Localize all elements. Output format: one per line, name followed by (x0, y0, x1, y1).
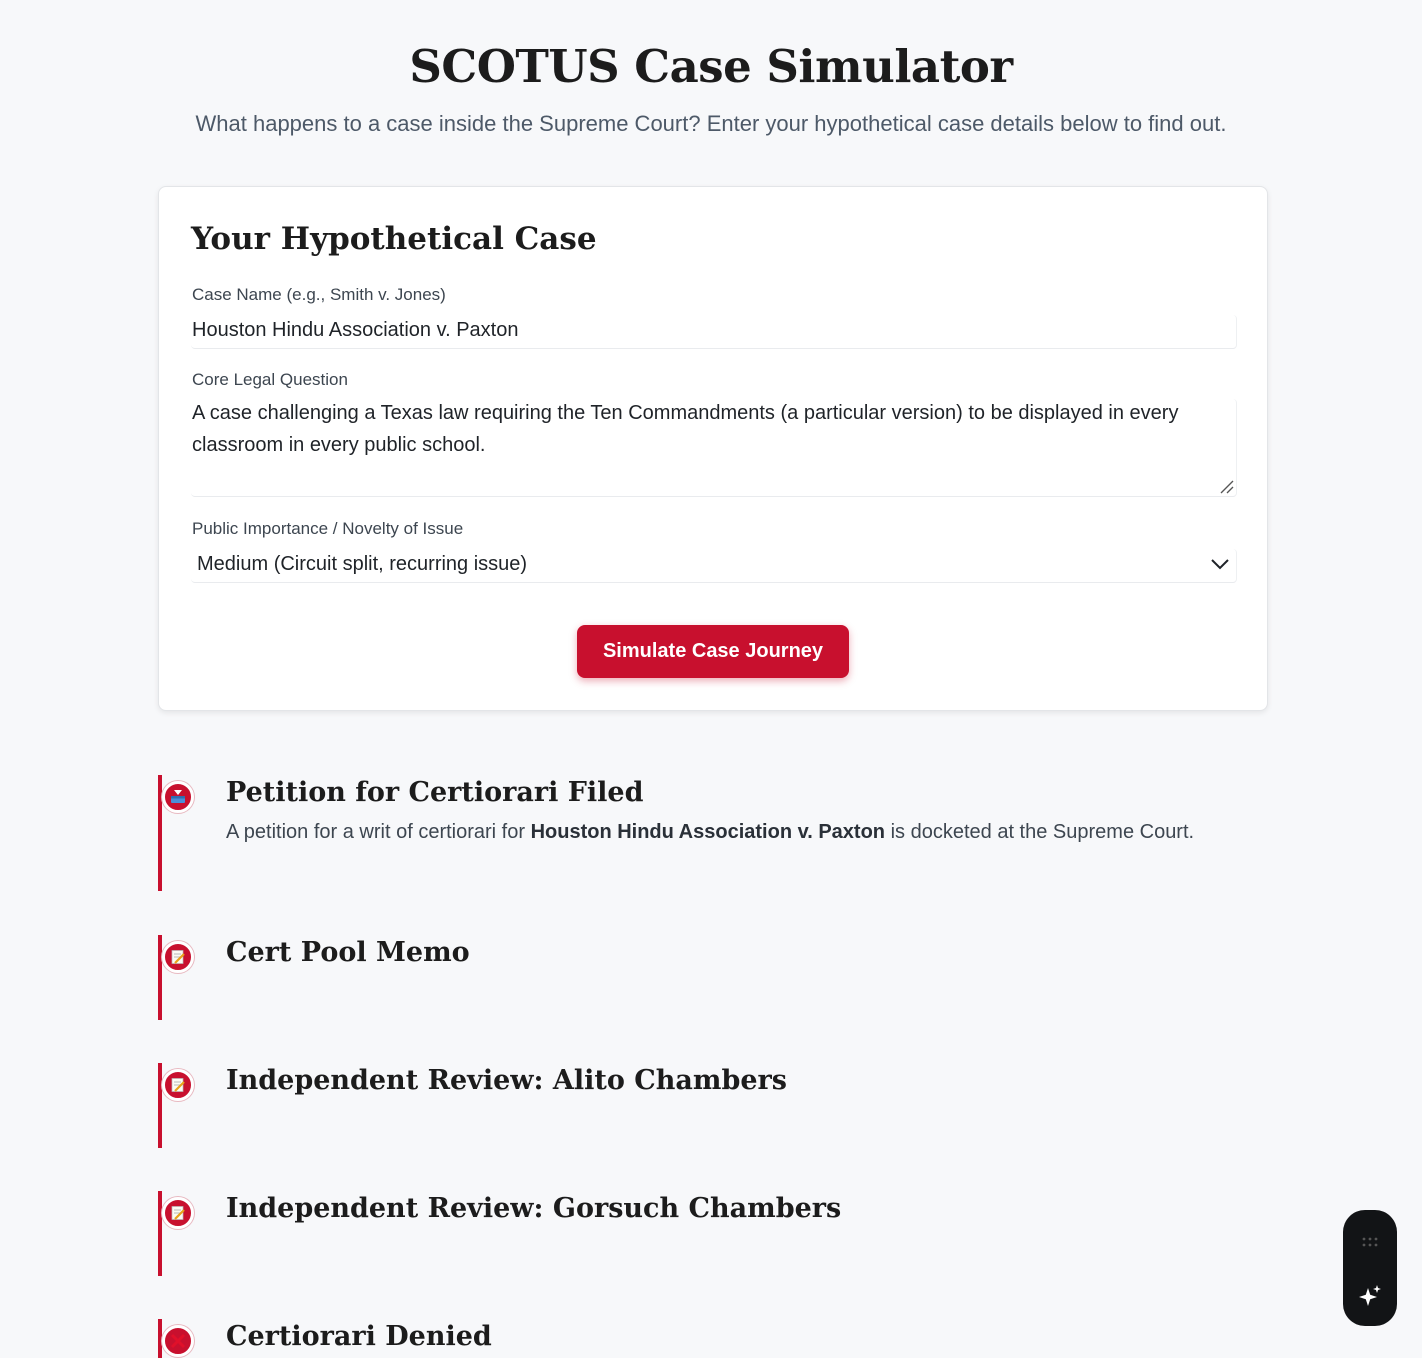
timeline-step (158, 775, 1258, 893)
step-title: Independent Review: Alito Chambers (226, 1065, 787, 1096)
importance-selected-value: Medium (Circuit split, recurring issue) (197, 553, 528, 575)
simulate-case-button[interactable]: Simulate Case Journey (577, 625, 849, 678)
case-name-highlight: Houston Hindu Association v. Paxton (530, 821, 886, 843)
legal-question-label: Core Legal Question (192, 370, 348, 389)
form-title: Your Hypothetical Case (191, 221, 597, 257)
page-subtitle: What happens to a case inside the Supreme Court? Enter your hypothetical case details below to find out. (195, 111, 1227, 136)
sparkle-icon[interactable] (1358, 1284, 1382, 1308)
chevron-down-icon (1210, 557, 1230, 571)
case-name-value: Houston Hindu Association v. Paxton (192, 319, 519, 341)
timeline-bar (158, 775, 162, 891)
timeline-bar (158, 1191, 162, 1276)
timeline-bar (158, 1063, 162, 1148)
step-description: A petition for a writ of certiorari for Houston Hindu Association v. Paxton is docketed at the Supreme Court. (226, 821, 1195, 843)
memo-icon (162, 941, 194, 973)
importance-select[interactable] (191, 549, 1237, 583)
step-title: Petition for Certiorari Filed (226, 777, 644, 808)
legal-question-value: A case challenging a Texas law requiring the Ten Commandments (a particular version) to be displayed in every classroom in every public school. (192, 402, 1179, 456)
timeline-step (158, 1191, 1258, 1277)
drag-handle-icon[interactable] (1361, 1236, 1379, 1248)
step-title: Independent Review: Gorsuch Chambers (226, 1193, 842, 1224)
timeline-step (158, 1063, 1258, 1149)
legal-question-textarea[interactable] (191, 399, 1237, 497)
timeline-bar (158, 935, 162, 1020)
timeline-step (158, 935, 1258, 1021)
resize-handle-icon[interactable] (1218, 478, 1234, 494)
cross-mark-icon (162, 1325, 194, 1357)
timeline-step (158, 1319, 1258, 1358)
case-form-card (158, 186, 1268, 711)
case-name-input[interactable] (191, 315, 1237, 349)
importance-label: Public Importance / Novelty of Issue (192, 519, 464, 538)
memo-icon (162, 1069, 194, 1101)
floating-assistant-panel[interactable] (1343, 1210, 1397, 1326)
step-title: Certiorari Denied (226, 1321, 492, 1352)
case-name-label: Case Name (e.g., Smith v. Jones) (192, 285, 446, 304)
step-title: Cert Pool Memo (226, 937, 470, 968)
page-title: SCOTUS Case Simulator (409, 40, 1013, 93)
memo-icon (162, 1197, 194, 1229)
inbox-tray-icon (162, 781, 194, 813)
